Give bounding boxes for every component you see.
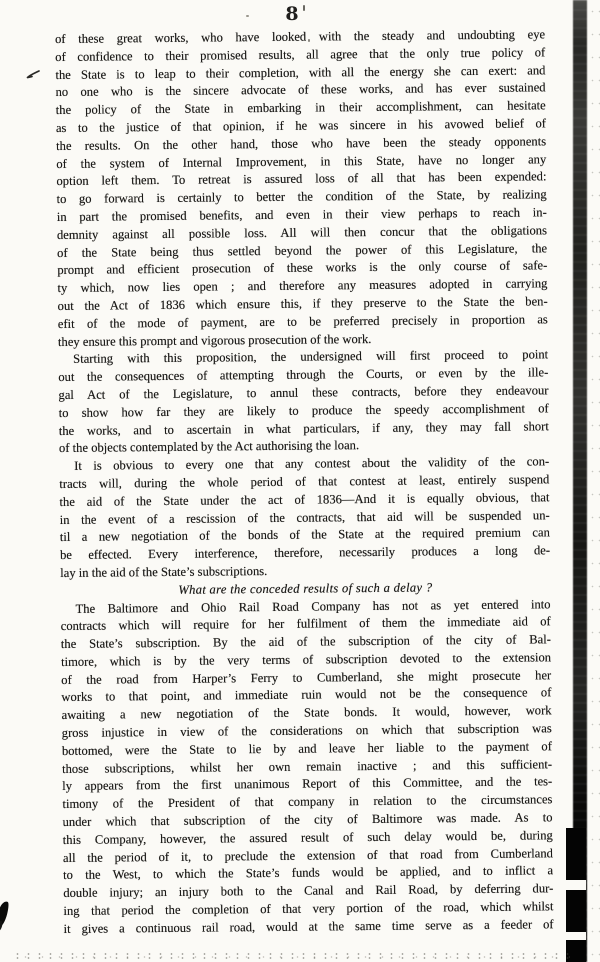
text-line: contracts which will require for her fulfilment of them the immediate aid of bbox=[60, 614, 551, 634]
text-line: those subscriptions, whilst her own remain inactive ; and this sufficient- bbox=[62, 756, 553, 776]
text-line: it gives a continuous rail road, would at the same time serve as a feeder of bbox=[63, 917, 554, 936]
text-line: of the State being thus settled beyond the power of this Legislature, the bbox=[57, 240, 548, 260]
text-line: out the consequences of attempting through the Courts, or even by the ille- bbox=[58, 365, 549, 385]
text-line: to go forward is certainly to better the condition of the State, by realizing bbox=[56, 187, 547, 207]
text-line: the works, and to ascertain in what particulars, if any, they may fall short bbox=[58, 418, 549, 438]
text-line: the policy of the State in embarking in their accomplishment, can hesitate bbox=[55, 98, 546, 118]
text-line: to show how far they are likely to produce the speedy accomplishment of bbox=[58, 401, 549, 420]
text-line: option left them. To retreat is assured loss of all that has been expended: bbox=[56, 169, 547, 189]
text-line: the State is to leap to their completion, with all the energy she can exert: and bbox=[55, 62, 546, 82]
pen-tick-icon bbox=[25, 69, 41, 81]
text-line: no one who is the sincere advocate of these works, and has ever sustained bbox=[55, 80, 546, 100]
scan-speck bbox=[246, 15, 249, 17]
text-line: of these great works, who have looked with the steady and undoubting eye bbox=[55, 27, 546, 46]
text-line: in the event of a rescission of the contracts, that aid will be suspended un- bbox=[59, 507, 550, 527]
text-line: timore, which is by the very terms of subscription devoted to the extension bbox=[60, 650, 552, 669]
scan-gutter-shadow bbox=[573, 0, 587, 962]
text-line: ty which, now lies open ; and therefore any measures adopted in carrying bbox=[57, 276, 548, 296]
text-line: bottomed, were the State to lie by and leave her liable to the payment of bbox=[61, 739, 552, 758]
text-line: til a new negotiation of the bonds of the State at the required premium can bbox=[59, 525, 550, 545]
text-line: awaiting a new negotiation of the State bonds. It would, however, work bbox=[61, 703, 552, 723]
text-line: timony of the President of that company in relation to the circumstances bbox=[62, 792, 553, 812]
text-line: works to that point, and immediate ruin would not be the consequence of bbox=[61, 685, 552, 705]
scan-speck bbox=[303, 5, 305, 11]
text-line: to the West, to which the State’s funds would be applied, and to inflict a bbox=[63, 863, 554, 883]
page-number: 8 bbox=[285, 3, 299, 25]
paragraph bbox=[60, 596, 553, 939]
text-line: ly appears from the first unanimous Report of this Committee, and the tes- bbox=[62, 774, 553, 794]
scan-edge-noise bbox=[589, 0, 600, 962]
paragraph bbox=[59, 453, 550, 582]
page-body bbox=[55, 26, 554, 938]
text-line: Starting with this proposition, the undersigned will first proceed to point bbox=[73, 347, 549, 367]
text-line: of the system of Internal Improvement, in this State, have no longer any bbox=[56, 151, 547, 171]
text-line: What are the conceded results of such a delay ? bbox=[178, 580, 433, 597]
text-line: lay in the aid of the State’s subscriptions. bbox=[60, 563, 268, 580]
text-line: all the period of it, to preclude the extension of that road from Cumberland bbox=[62, 845, 553, 865]
text-line: out the Act of 1836 which ensure this, if they preserve to the State the ben- bbox=[57, 294, 548, 313]
text-line: double injury; an injury both to the Canal and Rail Road, by deferring dur- bbox=[63, 881, 554, 901]
text-line: prompt and efficient prosecution of these works is the only course of safe- bbox=[57, 258, 548, 278]
text-line: gross injustice in view of the considerations on which that subscription was bbox=[61, 721, 552, 741]
scan-noise-band bbox=[12, 952, 570, 961]
text-line: of the road from Harper’s Ferry to Cumberland, she might prosecute her bbox=[61, 667, 552, 687]
text-line: The Baltimore and Ohio Rail Road Company has not as yet entered into bbox=[75, 596, 551, 616]
scan-gutter-shadow-dark bbox=[566, 828, 586, 962]
text-line: tracts will, during the whole period of that contest at least, entirely suspend bbox=[59, 472, 550, 491]
text-line: in part the promised benefits, and even in their view perhaps to reach in- bbox=[56, 205, 547, 224]
text-line: this Company, however, the assured result of such delay would be, during bbox=[62, 828, 553, 847]
text-line: the State’s subscription. By the aid of the subscription of the city of Bal- bbox=[60, 632, 551, 652]
text-line: be effected. Every interference, therefore, necessarily produces a long de- bbox=[59, 543, 551, 563]
text-line: demnity against all possible loss. All will then concur that the obligations bbox=[56, 223, 548, 242]
text-line: the aid of the State under the act of 1836—And it is equally obvious, that bbox=[59, 489, 550, 509]
paragraph bbox=[58, 347, 549, 458]
text-line: as to the justice of that opinion, if he was sincere in his avowed belief of bbox=[55, 116, 546, 135]
paragraph bbox=[55, 26, 548, 351]
text-line: the results. On the other hand, those who have been the steady opponents bbox=[56, 134, 547, 153]
text-line: It is obvious to every one that any contest about the validity of the con- bbox=[74, 454, 550, 473]
text-line: under which that subscription of the city of Baltimore was made. As to bbox=[62, 810, 553, 830]
text-line: efit of the mode of payment, are to be preferred precisely in proportion as bbox=[57, 312, 548, 331]
text-line: gal Act of the Legislature, to annul these contracts, before they endeavour bbox=[58, 383, 549, 402]
text-line: of confidence to their promised results, all agree that the only true policy of bbox=[55, 45, 546, 64]
text-line: of the objects contemplated by the Act authorising the loan. bbox=[58, 438, 360, 456]
text-line: ing that period the completion of that very portion of the road, which whilst bbox=[63, 899, 554, 919]
ink-blot bbox=[0, 900, 10, 927]
text-line: they ensure this prompt and vigorous prosecution of the work. bbox=[57, 331, 372, 349]
